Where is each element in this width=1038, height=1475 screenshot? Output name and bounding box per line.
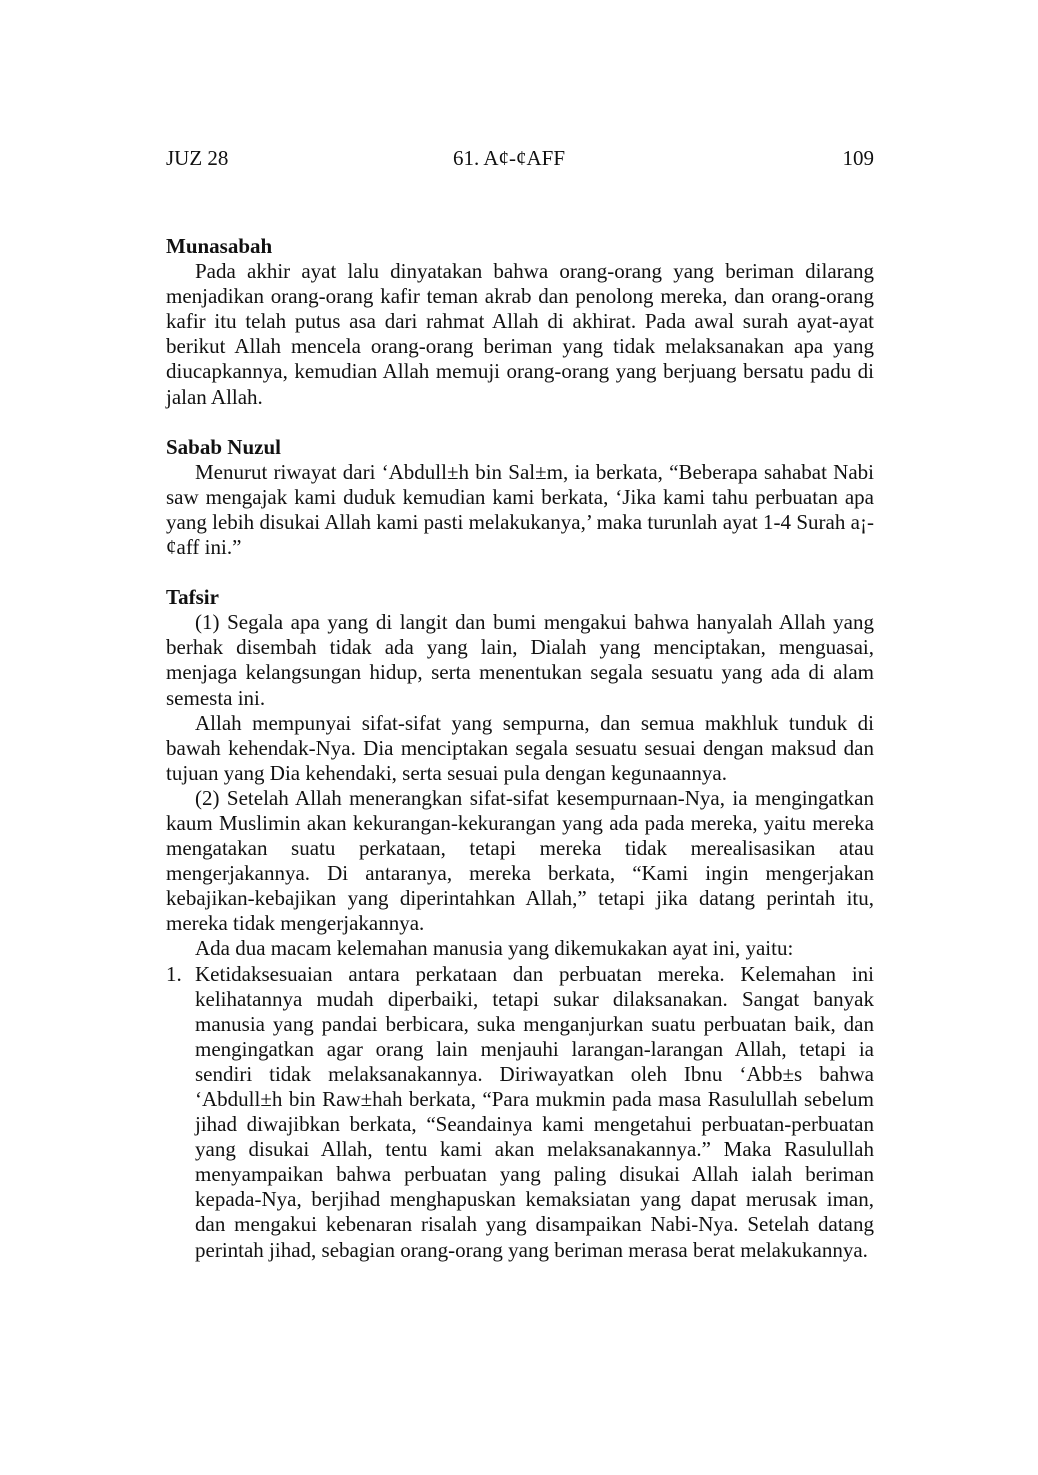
- juz-label: JUZ 28: [166, 146, 229, 170]
- tafsir-paragraph-3: (2) Setelah Allah menerangkan sifat-sifat kesempurnaan-Nya, ia mengingatkan kaum Muslimin akan kekurangan-kekurangan yang ada pada mereka, yaitu mereka mengatakan suatu perkataan, tetapi mereka tidak merealisasikan atau mengerjakannya. Di antaranya, mereka berkata, “Kami ingin mengerjakan kebajikan-kebajikan yang diperintahkan Allah,” tetapi jika datang perintah itu, mereka tidak mengerjakannya.: [166, 785, 874, 936]
- list-item-number: 1.: [166, 961, 182, 986]
- tafsir-paragraph-2: Allah mempunyai sifat-sifat yang sempurna, dan semua makhluk tunduk di bawah kehendak-Nya. Dia menciptakan segala sesuatu sesuai dengan maksud dan tujuan yang Dia kehendaki, serta sesuai pula dengan kegunaannya.: [166, 710, 874, 785]
- tafsir-heading: Tafsir: [166, 585, 219, 610]
- running-header: [166, 146, 874, 176]
- tafsir-paragraph-1: (1) Segala apa yang di langit dan bumi mengakui bahwa hanyalah Allah yang berhak disembah tidak ada yang lain, Dialah yang menciptakan, menguasai, menjaga kelangsungan hidup, serta menentukan segala sesuatu yang ada di alam semesta ini.: [166, 610, 874, 710]
- sabab-nuzul-paragraph: Menurut riwayat dari ‘Abdull±h bin Sal±m, ia berkata, “Beberapa sahabat Nabi saw mengajak kami duduk kemudian kami berkata, ‘Jika kami tahu perbuatan apa yang lebih disukai Allah kami pasti melakukanya,’ maka turunlah ayat 1-4 Surah a¡-¢aff ini.”: [166, 459, 874, 560]
- surah-title: 61. A¢-¢AFF: [453, 146, 566, 170]
- list-item: [166, 962, 874, 1263]
- list-item-text: Ketidaksesuaian antara perkataan dan perbuatan mereka. Kelemahan ini kelihatannya mudah diperbaiki, tetapi sukar dilaksanakan. Sangat banyak manusia yang pandai berbicara, suka menganjurkan suatu perbuatan baik, dan mengingatkan agar orang lain menjauhi larangan-larangan Allah, tetapi ia sendiri tidak melaksanakannya. Diriwayatkan oleh Ibnu ‘Abb±s bahwa ‘Abdull±h bin Raw±hah berkata, “Para mukmin pada masa Rasulullah sebelum jihad diwajibkan berkata, “Seandainya kami mengetahui perbuatan-perbuatan yang disukai Allah, tentu kami akan melaksanakannya.” Maka Rasulullah menyampaikan bahwa perbuatan yang paling disukai Allah ialah beriman kepada-Nya, berjihad menghapuskan kemaksiatan yang dapat merusak iman, dan mengakui kebenaran risalah yang disampaikan Nabi-Nya. Setelah datang perintah jihad, sebagian orang-orang yang beriman merasa berat melakukannya.: [195, 961, 874, 1262]
- munasabah-heading: Munasabah: [166, 234, 273, 258]
- page-number: 109: [842, 146, 874, 170]
- tafsir-paragraph-4: Ada dua macam kelemahan manusia yang dikemukakan ayat ini, yaitu:: [195, 936, 794, 961]
- page-body: [166, 234, 874, 1263]
- sabab-nuzul-heading: Sabab Nuzul: [166, 434, 281, 459]
- munasabah-paragraph: Pada akhir ayat lalu dinyatakan bahwa orang-orang yang beriman dilarang menjadikan orang-orang kafir teman akrab dan penolong mereka, dan orang-orang kafir itu telah putus asa dari rahmat Allah di akhirat. Pada awal surah ayat-ayat berikut Allah mencela orang-orang beriman yang tidak melaksanakan apa yang diucapkannya, kemudian Allah memuji orang-orang yang berjuang bersatu padu di jalan Allah.: [166, 259, 874, 409]
